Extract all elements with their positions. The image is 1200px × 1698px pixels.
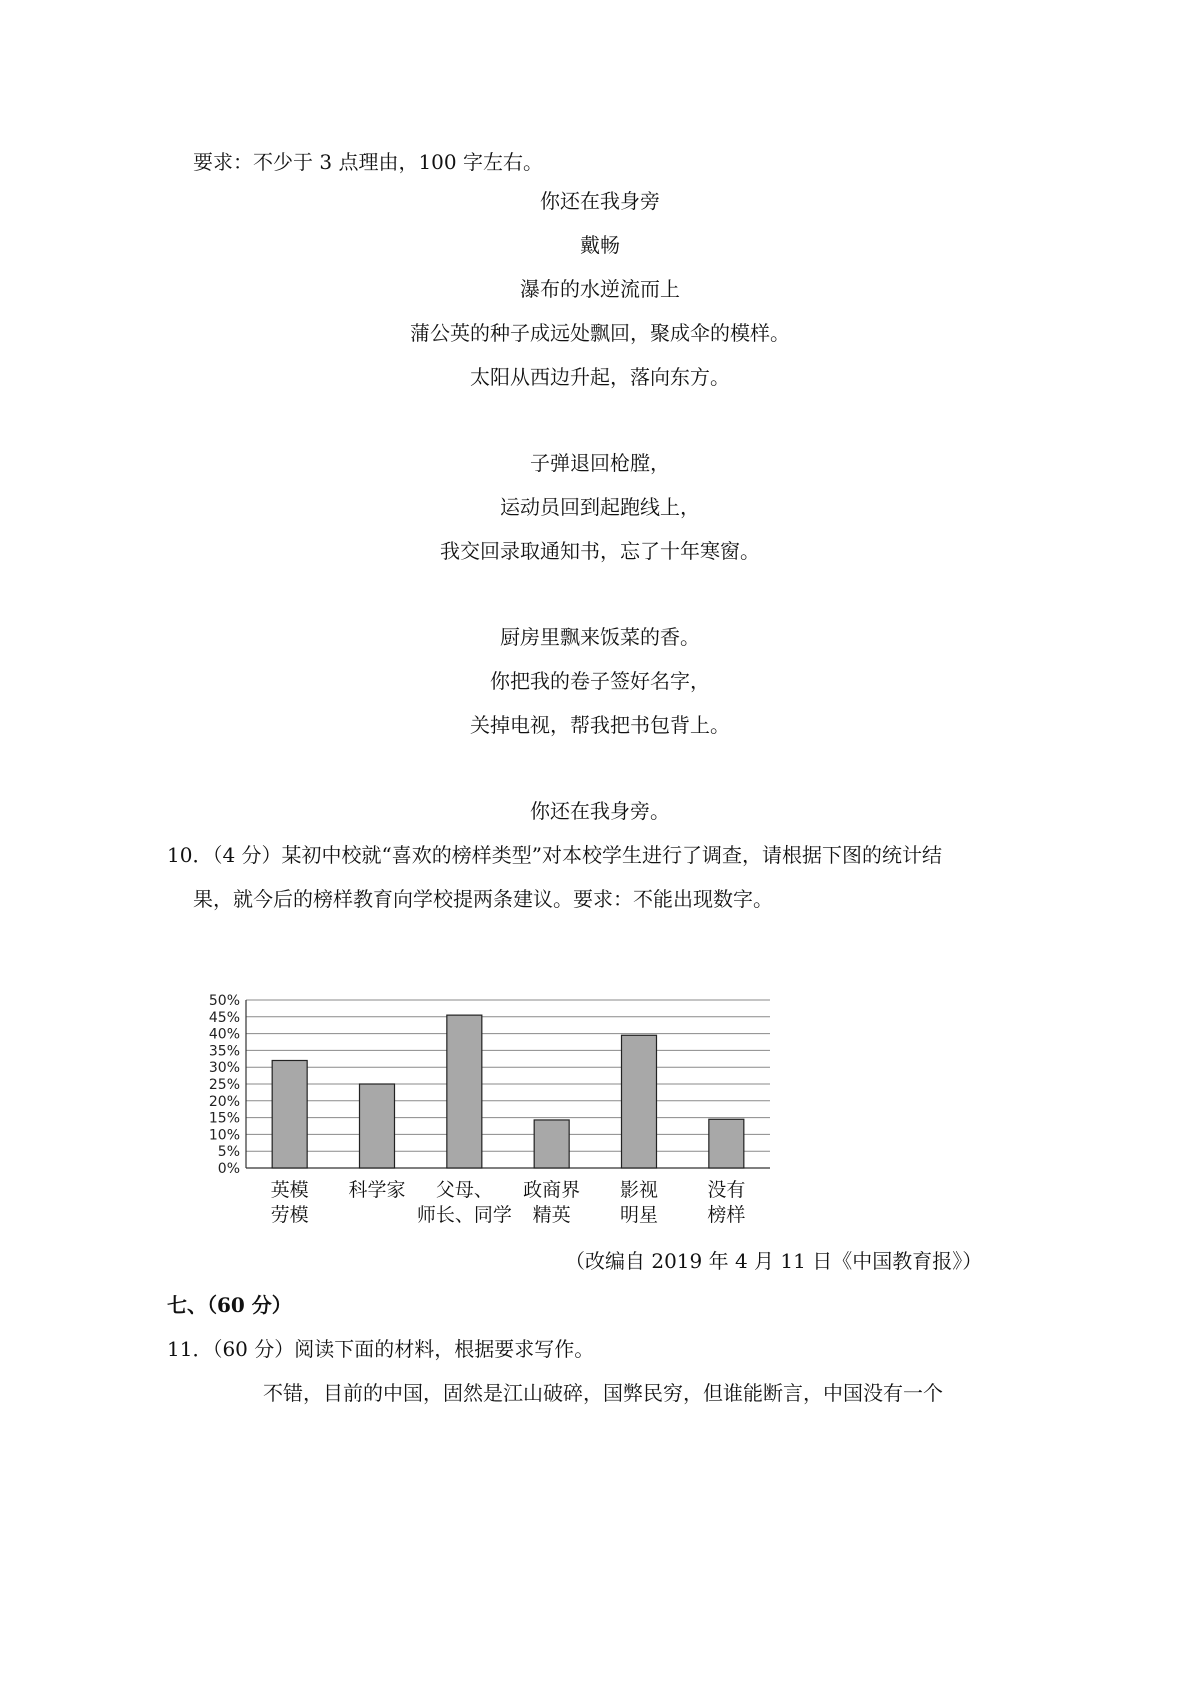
x-category-label: 父母、: [435, 1179, 493, 1201]
poem-line: 你把我的卷子签好名字，: [490, 669, 710, 693]
x-category-label: 师长、同学: [416, 1204, 512, 1226]
bar-chart: [200, 990, 820, 1240]
poem-line: 太阳从西边升起，落向东方。: [470, 365, 730, 389]
section-7-heading: 七、（60 分）: [167, 1293, 292, 1317]
x-category-label: 榜样: [707, 1204, 746, 1226]
poem-author: 戴畅: [580, 233, 620, 257]
poem-line: 我交回录取通知书，忘了十年寒窗。: [440, 539, 760, 563]
y-tick-label: 20%: [208, 1093, 240, 1110]
y-tick-label: 25%: [208, 1077, 240, 1093]
x-category-label: 影视: [619, 1179, 659, 1201]
x-category-label: 科学家: [348, 1179, 406, 1201]
question-10-line2: 果，就今后的榜样教育向学校提两条建议。要求：不能出现数字。: [193, 887, 773, 911]
bar: [447, 1015, 482, 1168]
bar: [709, 1119, 744, 1168]
bar: [622, 1035, 657, 1168]
bar: [360, 1084, 395, 1168]
x-category-label: 没有: [707, 1179, 746, 1201]
poem-line: 关掉电视，帮我把书包背上。: [470, 713, 730, 737]
y-tick-label: 35%: [208, 1043, 240, 1060]
poem-line: 运动员回到起跑线上，: [500, 495, 700, 519]
question-11-line2: 不错，目前的中国，固然是江山破碎，国弊民穷，但谁能断言，中国没有一个: [263, 1381, 943, 1405]
poem-ending: 你还在我身旁。: [530, 799, 670, 823]
poem-line: 子弹退回枪膛，: [530, 451, 670, 475]
y-tick-label: 30%: [208, 1060, 240, 1077]
y-tick-label: 15%: [208, 1110, 240, 1127]
x-category-label: 英模: [270, 1179, 309, 1201]
chart-source: （改编自 2019 年 4 月 11 日《中国教育报》）: [565, 1249, 983, 1273]
question-10-line1: 10．（4 分）某初中校就“喜欢的榜样类型”对本校学生进行了调查，请根据下图的统计结: [167, 843, 942, 867]
question-11-line1: 11．（60 分）阅读下面的材料，根据要求写作。: [167, 1337, 595, 1361]
x-category-label: 精英: [532, 1204, 571, 1226]
y-tick-label: 0%: [217, 1161, 240, 1177]
y-tick-label: 45%: [208, 1009, 240, 1026]
y-tick-label: 40%: [208, 1026, 240, 1043]
poem-line: 蒲公英的种子成远处飘回，聚成伞的模样。: [410, 321, 790, 345]
poem-line: 瀑布的水逆流而上: [520, 277, 680, 301]
poem-line: 厨房里飘来饭菜的香。: [500, 625, 700, 649]
x-category-label: 明星: [619, 1204, 659, 1226]
bar: [534, 1120, 569, 1168]
poem-title: 你还在我身旁: [540, 189, 660, 213]
bar: [272, 1060, 307, 1168]
x-category-label: 劳模: [270, 1204, 309, 1226]
requirement-text: 要求：不少于 3 点理由，100 字左右。: [193, 150, 543, 174]
y-tick-label: 10%: [208, 1127, 240, 1144]
x-category-label: 政商界: [523, 1179, 581, 1201]
y-tick-label: 50%: [208, 993, 240, 1009]
y-tick-label: 5%: [217, 1144, 240, 1161]
